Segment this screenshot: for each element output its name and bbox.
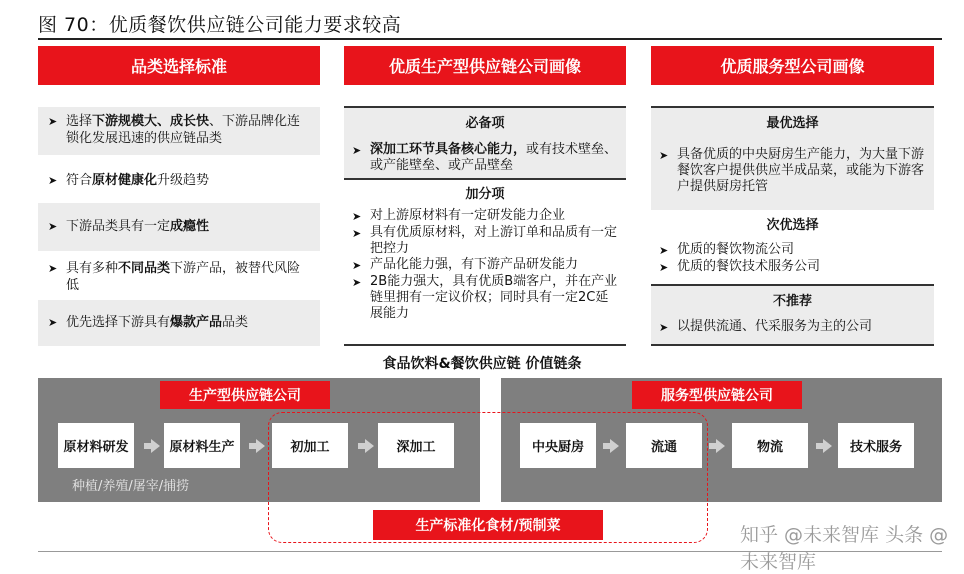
plus-item: ➤ 对上游原材料有一定研发能力企业 [352, 208, 566, 223]
second-label: 次优选择 [766, 218, 819, 233]
arrow-bullet-icon: ➤ [659, 244, 669, 257]
flow-arrow-icon [716, 439, 725, 453]
upstream-note: 种植/养殖/屠宰/捕捞 [72, 479, 190, 494]
arrow-bullet-icon: ➤ [352, 210, 362, 223]
criteria-item: ➤ 优先选择下游具有爆款产品品类 [38, 300, 320, 346]
arrow-bullet-icon: ➤ [48, 262, 58, 275]
arrow-bullet-icon: ➤ [659, 321, 669, 334]
step-tech-service: 技术服务 [838, 423, 914, 468]
not-item: ➤ 以提供流通、代采服务为主的公司 [659, 319, 873, 334]
plus-item: ➤ 产品化能力强，有下游产品研发能力 [352, 257, 579, 272]
best-label: 最优选择 [766, 116, 819, 131]
service-header: 优质服务型公司画像 [651, 46, 934, 85]
production-panel [344, 106, 626, 346]
criteria-item: ➤ 具有多种不同品类下游产品，被替代风险低 [48, 261, 301, 293]
arrow-bullet-icon: ➤ [48, 174, 58, 187]
must-item: ➤ 深加工环节具备核心能力，或有技术壁垒、或产能壁垒、或产品壁垒 [352, 142, 618, 173]
criteria-item: ➤ 选择下游规模大、成长快、下游品牌化连锁化发展迅速的供应链品类 [38, 107, 320, 155]
value-chain-title: 食品饮料&餐饮供应链 价值链条 [382, 356, 582, 372]
arrow-bullet-icon: ➤ [659, 149, 669, 162]
flow-arrow-icon [151, 439, 160, 453]
second-item: ➤ 优质的餐饮物流公司 [659, 242, 795, 257]
plus-item: ➤ 具有优质原材料，对上游订单和品质有一定把控力 [352, 225, 618, 256]
plus-label: 加分项 [465, 187, 505, 202]
service-panel [651, 106, 934, 346]
plus-item: ➤ 2B能力强大，具有优质B端客户，并在产业链里拥有一定议价权；同时具有一定2C延展能力 [352, 274, 618, 321]
service-company-tag: 服务型供应链公司 [632, 381, 802, 409]
step-raw-material-production: 原材料生产 [164, 423, 240, 468]
second-item: ➤ 优质的餐饮技术服务公司 [659, 259, 821, 274]
production-company-tag: 生产型供应链公司 [160, 381, 330, 409]
must-label: 必备项 [465, 116, 505, 131]
arrow-bullet-icon: ➤ [659, 261, 669, 274]
arrow-bullet-icon: ➤ [352, 144, 362, 157]
arrow-bullet-icon: ➤ [48, 220, 58, 233]
criteria-item: ➤ 符合原材健康化升级趋势 [48, 173, 210, 188]
best-item: ➤ 具备优质的中央厨房生产能力，为大量下游餐饮客户提供供应半成品菜，或能为下游客户提供厨房托管 [659, 147, 925, 194]
not-label: 不推荐 [772, 294, 812, 309]
flow-arrow-icon [365, 439, 374, 453]
criteria-item: ➤ 下游品类具有一定成瘾性 [38, 203, 320, 251]
step-circulation: 流通 [626, 423, 702, 468]
arrow-bullet-icon: ➤ [48, 115, 58, 128]
figure-title: 图 70：优质餐饮供应链公司能力要求较高 [38, 14, 402, 36]
step-raw-material-rd: 原材料研发 [58, 423, 134, 468]
standardized-food-tag: 生产标准化食材/预制菜 [373, 510, 603, 540]
arrow-bullet-icon: ➤ [352, 259, 362, 272]
watermark: 知乎 @未来智库 头条 @未来智库 [740, 524, 949, 573]
arrow-bullet-icon: ➤ [352, 227, 362, 240]
step-deep-processing: 深加工 [378, 423, 454, 468]
step-primary-processing: 初加工 [272, 423, 348, 468]
title-rule [38, 38, 942, 40]
arrow-bullet-icon: ➤ [48, 316, 58, 329]
flow-arrow-icon [256, 439, 265, 453]
arrow-bullet-icon: ➤ [352, 276, 362, 289]
step-central-kitchen: 中央厨房 [520, 423, 596, 468]
flow-arrow-icon [610, 439, 619, 453]
flow-arrow-icon [823, 439, 832, 453]
production-header: 优质生产型供应链公司画像 [344, 46, 626, 85]
criteria-header: 品类选择标准 [38, 46, 320, 85]
step-logistics: 物流 [732, 423, 808, 468]
